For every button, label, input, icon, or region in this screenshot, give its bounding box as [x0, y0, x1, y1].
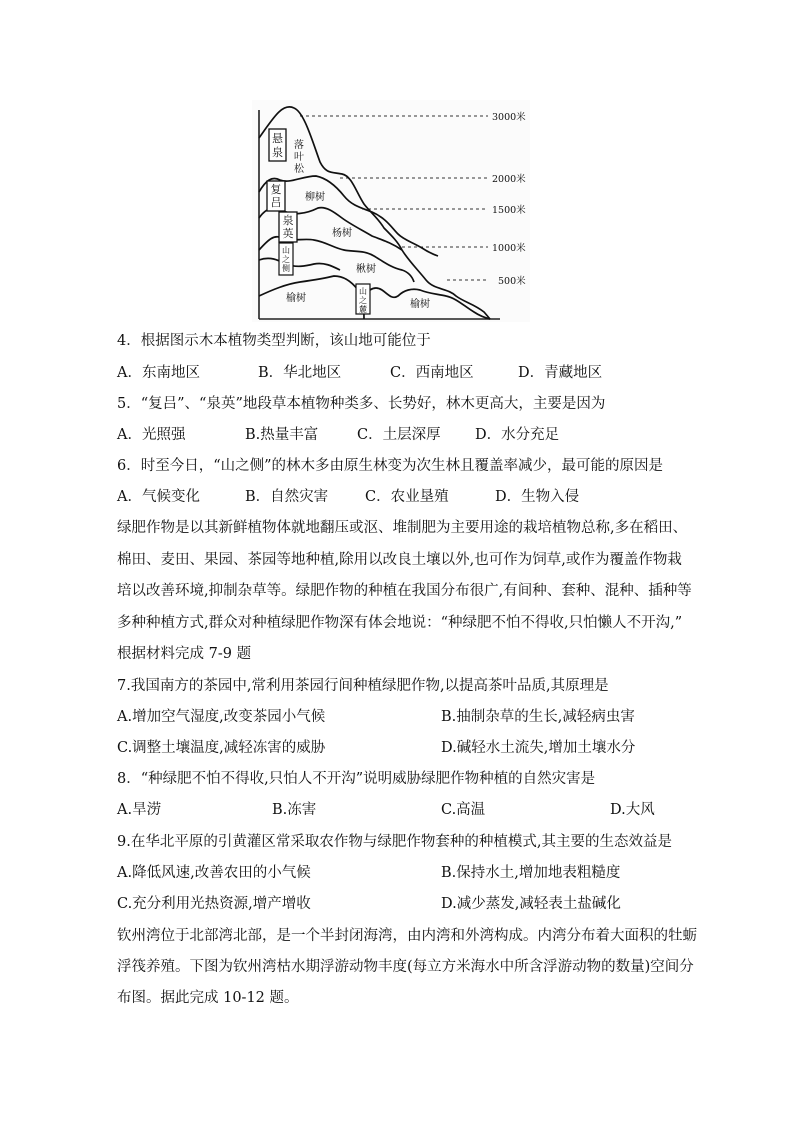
box-fulv-char2: 吕 [270, 196, 282, 209]
question-4-option-a: A．东南地区 [117, 365, 200, 381]
box-shanzhilu-char3: 麓 [359, 305, 367, 314]
question-4-option-c: C．西南地区 [390, 365, 474, 381]
question-6-option-a: A．气候变化 [117, 489, 200, 505]
zone-poplar: 杨树 [332, 228, 352, 239]
question-5-option-c: C．土层深厚 [357, 427, 441, 443]
question-4-option-d: D．青藏地区 [518, 365, 603, 381]
question-8-option-d: D.大风 [610, 802, 655, 818]
box-quanying-char2: 英 [282, 227, 294, 240]
altitude-label-1500: 1500米 [492, 205, 526, 216]
question-8-stem: 8．“种绿肥不怕不得收,只怕人不开沟”说明威胁绿肥作物种植的自然灾害是 [117, 771, 596, 787]
box-fulv [267, 181, 285, 211]
question-9-option-b: B.保持水土,增加地表粗糙度 [441, 865, 621, 881]
box-shanzhice-char3: 侧 [282, 264, 290, 273]
mountain-vegetation-figure [252, 100, 530, 322]
zone-willow: 柳树 [305, 192, 325, 203]
altitude-label-2000: 2000米 [492, 174, 526, 185]
question-6-option-c: C．农业垦殖 [365, 489, 449, 505]
box-shanzhice-char1: 山 [282, 246, 290, 255]
zone-larch-char3: 松 [294, 164, 304, 175]
altitude-label-500: 500米 [498, 276, 526, 287]
question-5-option-b: B.热量丰富 [245, 427, 319, 443]
box-quanying-char1: 泉 [282, 214, 294, 227]
question-5-option-d: D．水分充足 [475, 427, 560, 443]
altitude-label-1000: 1000米 [492, 243, 526, 254]
passage-1-line-4: 多种种植方式,群众对种植绿肥作物深有体会地说：“种绿肥不怕不得收,只怕懒人不开沟,” [117, 615, 683, 631]
question-9-option-a: A.降低风速,改善农田的小气候 [117, 865, 311, 881]
question-6-option-d: D．生物入侵 [495, 489, 580, 505]
altitude-label-3000: 3000米 [492, 112, 526, 123]
box-shanzhice [279, 243, 293, 275]
question-7-option-a: A.增加空气湿度,改变茶园小气候 [117, 709, 326, 725]
zone-elm-left: 榆树 [286, 293, 306, 304]
zone-catalpa: 楸树 [356, 264, 376, 275]
passage-1-line-3: 培以改善环境,抑制杂草等。绿肥作物的种植在我国分布很广,有间种、套种、混种、插种等 [117, 583, 692, 599]
question-5-option-a: A．光照强 [117, 427, 186, 443]
passage-2-line-2: 浮筏养殖。下图为钦州湾枯水期浮游动物丰度(每立方米海水中所含浮游动物的数量)空间分 [117, 959, 694, 975]
question-7-option-c: C.调整土壤温度,减轻冻害的威胁 [117, 740, 326, 756]
question-6-option-b: B．自然灾害 [245, 489, 329, 505]
box-quanying [279, 212, 297, 242]
box-fulv-char1: 复 [270, 183, 282, 196]
passage-1-line-2: 棉田、麦田、果园、茶园等地种植,除用以改良土壤以外,也可作为饲草,或作为覆盖作物栽 [117, 552, 682, 568]
question-4-option-b: B．华北地区 [258, 365, 342, 381]
box-xuanquan-char2: 泉 [272, 146, 283, 159]
box-shanzhilu-char1: 山 [359, 287, 367, 296]
question-9-option-c: C.充分利用光热资源,增产增收 [117, 896, 311, 912]
question-9-option-d: D.减少蒸发,减轻表土盐碱化 [441, 896, 621, 912]
passage-2-line-1: 钦州湾位于北部湾北部，是一个半封闭海湾，由内湾和外湾构成。内湾分布着大面积的牡蛎 [117, 928, 697, 944]
question-7-option-d: D.碱轻水土流失,增加土壤水分 [441, 740, 636, 756]
box-shanzhilu-char2: 之 [359, 296, 367, 305]
passage-1-line-5: 根据材料完成 7-9 题 [117, 646, 252, 662]
question-9-stem: 9.在华北平原的引黄灌区常采取农作物与绿肥作物套种的种植模式,其主要的生态效益是 [117, 834, 672, 850]
question-8-option-b: B.冻害 [272, 802, 317, 818]
question-8-option-a: A.旱涝 [117, 802, 162, 818]
zone-larch-char2: 叶 [294, 152, 304, 163]
passage-2-line-3: 布图。据此完成 10-12 题。 [117, 990, 299, 1006]
box-shanzhice-char2: 之 [282, 255, 290, 264]
zone-larch-char1: 落 [294, 140, 304, 151]
question-7-option-b: B.抽制杂草的生长,减轻病虫害 [441, 709, 635, 725]
box-xuanquan-char1: 悬 [272, 132, 283, 145]
question-4-stem: 4．根据图示木本植物类型判断，该山地可能位于 [117, 333, 431, 349]
box-xuanquan [269, 129, 286, 161]
question-5-stem: 5．“复吕”、“泉英”地段草本植物种类多、长势好，林木更高大，主要是因为 [117, 396, 606, 412]
passage-1-line-1: 绿肥作物是以其新鲜植物体就地翻压或沤、堆制肥为主要用途的栽培植物总称,多在稻田、 [117, 520, 688, 536]
box-shanzhilu [356, 284, 370, 314]
question-6-stem: 6．时至今日，“山之侧”的林木多由原生林变为次生林且覆盖率减少，最可能的原因是 [117, 458, 664, 474]
zone-elm-right: 榆树 [410, 299, 430, 310]
question-7-stem: 7.我国南方的茶园中,常利用茶园行间种植绿肥作物,以提高茶叶品质,其原理是 [117, 678, 609, 694]
question-8-option-c: C.高温 [441, 802, 486, 818]
mountain-diagram [252, 100, 530, 322]
